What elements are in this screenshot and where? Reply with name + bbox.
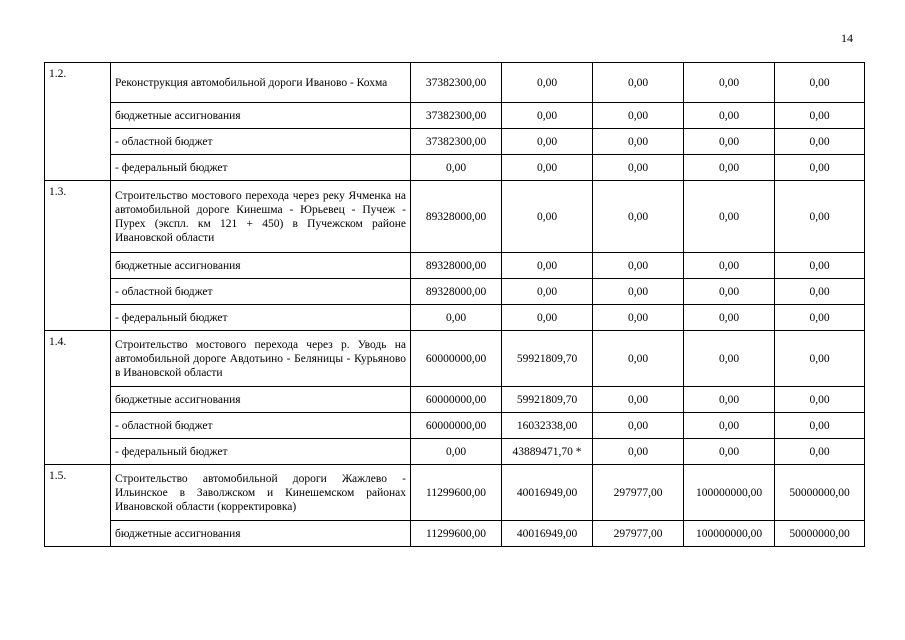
- value-cell: 40016949,00: [502, 465, 593, 521]
- value-cell: 0,00: [684, 413, 775, 439]
- item-description: - федеральный бюджет: [111, 305, 411, 331]
- value-cell: 0,00: [593, 63, 684, 103]
- budget-table: [44, 62, 865, 547]
- value-cell: 297977,00: [593, 521, 684, 547]
- value-cell: 0,00: [593, 181, 684, 253]
- table-row: [45, 279, 865, 305]
- value-cell: 60000000,00: [411, 413, 502, 439]
- value-cell: 0,00: [684, 253, 775, 279]
- value-cell: 0,00: [684, 63, 775, 103]
- value-cell: 297977,00: [593, 465, 684, 521]
- value-cell: 0,00: [502, 155, 593, 181]
- value-cell: 0,00: [684, 155, 775, 181]
- value-cell: 0,00: [775, 181, 865, 253]
- value-cell: 0,00: [593, 439, 684, 465]
- value-cell: 0,00: [502, 181, 593, 253]
- item-description: - областной бюджет: [111, 129, 411, 155]
- value-cell: 0,00: [684, 439, 775, 465]
- table-row: [45, 253, 865, 279]
- value-cell: 89328000,00: [411, 181, 502, 253]
- value-cell: 0,00: [684, 279, 775, 305]
- item-description: - областной бюджет: [111, 413, 411, 439]
- value-cell: 37382300,00: [411, 63, 502, 103]
- value-cell: 0,00: [775, 129, 865, 155]
- value-cell: 59921809,70: [502, 331, 593, 387]
- value-cell: 0,00: [684, 331, 775, 387]
- value-cell: 0,00: [775, 103, 865, 129]
- table-row: [45, 331, 865, 387]
- value-cell: 0,00: [593, 331, 684, 387]
- item-description: бюджетные ассигнования: [111, 103, 411, 129]
- item-number: 1.5.: [45, 465, 111, 547]
- value-cell: 50000000,00: [775, 465, 865, 521]
- value-cell: 100000000,00: [684, 465, 775, 521]
- item-description: - федеральный бюджет: [111, 155, 411, 181]
- item-description: - областной бюджет: [111, 279, 411, 305]
- table-row: [45, 155, 865, 181]
- table-row: [45, 305, 865, 331]
- value-cell: 50000000,00: [775, 521, 865, 547]
- value-cell: 37382300,00: [411, 129, 502, 155]
- value-cell: 0,00: [684, 103, 775, 129]
- item-number: 1.4.: [45, 331, 111, 465]
- item-number: 1.2.: [45, 63, 111, 181]
- value-cell: 0,00: [502, 253, 593, 279]
- value-cell: 40016949,00: [502, 521, 593, 547]
- item-description: Реконструкция автомобильной дороги Иваново - Кохма: [111, 63, 411, 103]
- item-description: Строительство автомобильной дороги Жажлево - Ильинское в Заволжском и Кинешемском районах Ивановской области (корректировка): [111, 465, 411, 521]
- value-cell: 0,00: [775, 413, 865, 439]
- value-cell: 0,00: [593, 103, 684, 129]
- value-cell: 89328000,00: [411, 253, 502, 279]
- table-row: [45, 387, 865, 413]
- item-description: бюджетные ассигнования: [111, 521, 411, 547]
- value-cell: 0,00: [593, 305, 684, 331]
- value-cell: 11299600,00: [411, 465, 502, 521]
- table-row: [45, 521, 865, 547]
- value-cell: 0,00: [593, 387, 684, 413]
- table-row: [45, 439, 865, 465]
- value-cell: 0,00: [775, 331, 865, 387]
- value-cell: 0,00: [684, 181, 775, 253]
- value-cell: 0,00: [502, 279, 593, 305]
- value-cell: 0,00: [775, 279, 865, 305]
- item-description: Строительство мостового перехода через р. Уводь на автомобильной дороге Авдотьино - Беляницы - Курьяново в Ивановской области: [111, 331, 411, 387]
- value-cell: 89328000,00: [411, 279, 502, 305]
- item-number: 1.3.: [45, 181, 111, 331]
- value-cell: 16032338,00: [502, 413, 593, 439]
- value-cell: 37382300,00: [411, 103, 502, 129]
- value-cell: 0,00: [593, 413, 684, 439]
- value-cell: 0,00: [593, 279, 684, 305]
- table-row: [45, 413, 865, 439]
- table-row: [45, 465, 865, 521]
- value-cell: 100000000,00: [684, 521, 775, 547]
- item-description: бюджетные ассигнования: [111, 387, 411, 413]
- table-row: [45, 181, 865, 253]
- value-cell: 0,00: [502, 129, 593, 155]
- value-cell: 0,00: [775, 63, 865, 103]
- value-cell: 0,00: [502, 103, 593, 129]
- value-cell: 0,00: [775, 439, 865, 465]
- table-row: [45, 63, 865, 103]
- value-cell: 0,00: [684, 387, 775, 413]
- value-cell: 0,00: [684, 129, 775, 155]
- value-cell: 0,00: [593, 155, 684, 181]
- value-cell: 0,00: [502, 305, 593, 331]
- item-description: бюджетные ассигнования: [111, 253, 411, 279]
- value-cell: 0,00: [684, 305, 775, 331]
- value-cell: 59921809,70: [502, 387, 593, 413]
- page-number: 14: [841, 31, 853, 45]
- value-cell: 60000000,00: [411, 387, 502, 413]
- value-cell: 0,00: [775, 253, 865, 279]
- value-cell: 0,00: [775, 387, 865, 413]
- value-cell: 60000000,00: [411, 331, 502, 387]
- value-cell: 0,00: [411, 155, 502, 181]
- value-cell: 0,00: [593, 253, 684, 279]
- value-cell: 0,00: [775, 155, 865, 181]
- value-cell: 0,00: [411, 305, 502, 331]
- value-cell: 0,00: [593, 129, 684, 155]
- value-cell: 11299600,00: [411, 521, 502, 547]
- value-cell: 43889471,70 *: [502, 439, 593, 465]
- table-row: [45, 129, 865, 155]
- item-description: - федеральный бюджет: [111, 439, 411, 465]
- item-description: Строительство мостового перехода через реку Ячменка на автомобильной дороге Кинешма - Юрьевец - Пучеж - Пурех (экспл. км 121 + 450) в Пучежском районе Ивановской области: [111, 181, 411, 253]
- value-cell: 0,00: [775, 305, 865, 331]
- value-cell: 0,00: [411, 439, 502, 465]
- value-cell: 0,00: [502, 63, 593, 103]
- table-row: [45, 103, 865, 129]
